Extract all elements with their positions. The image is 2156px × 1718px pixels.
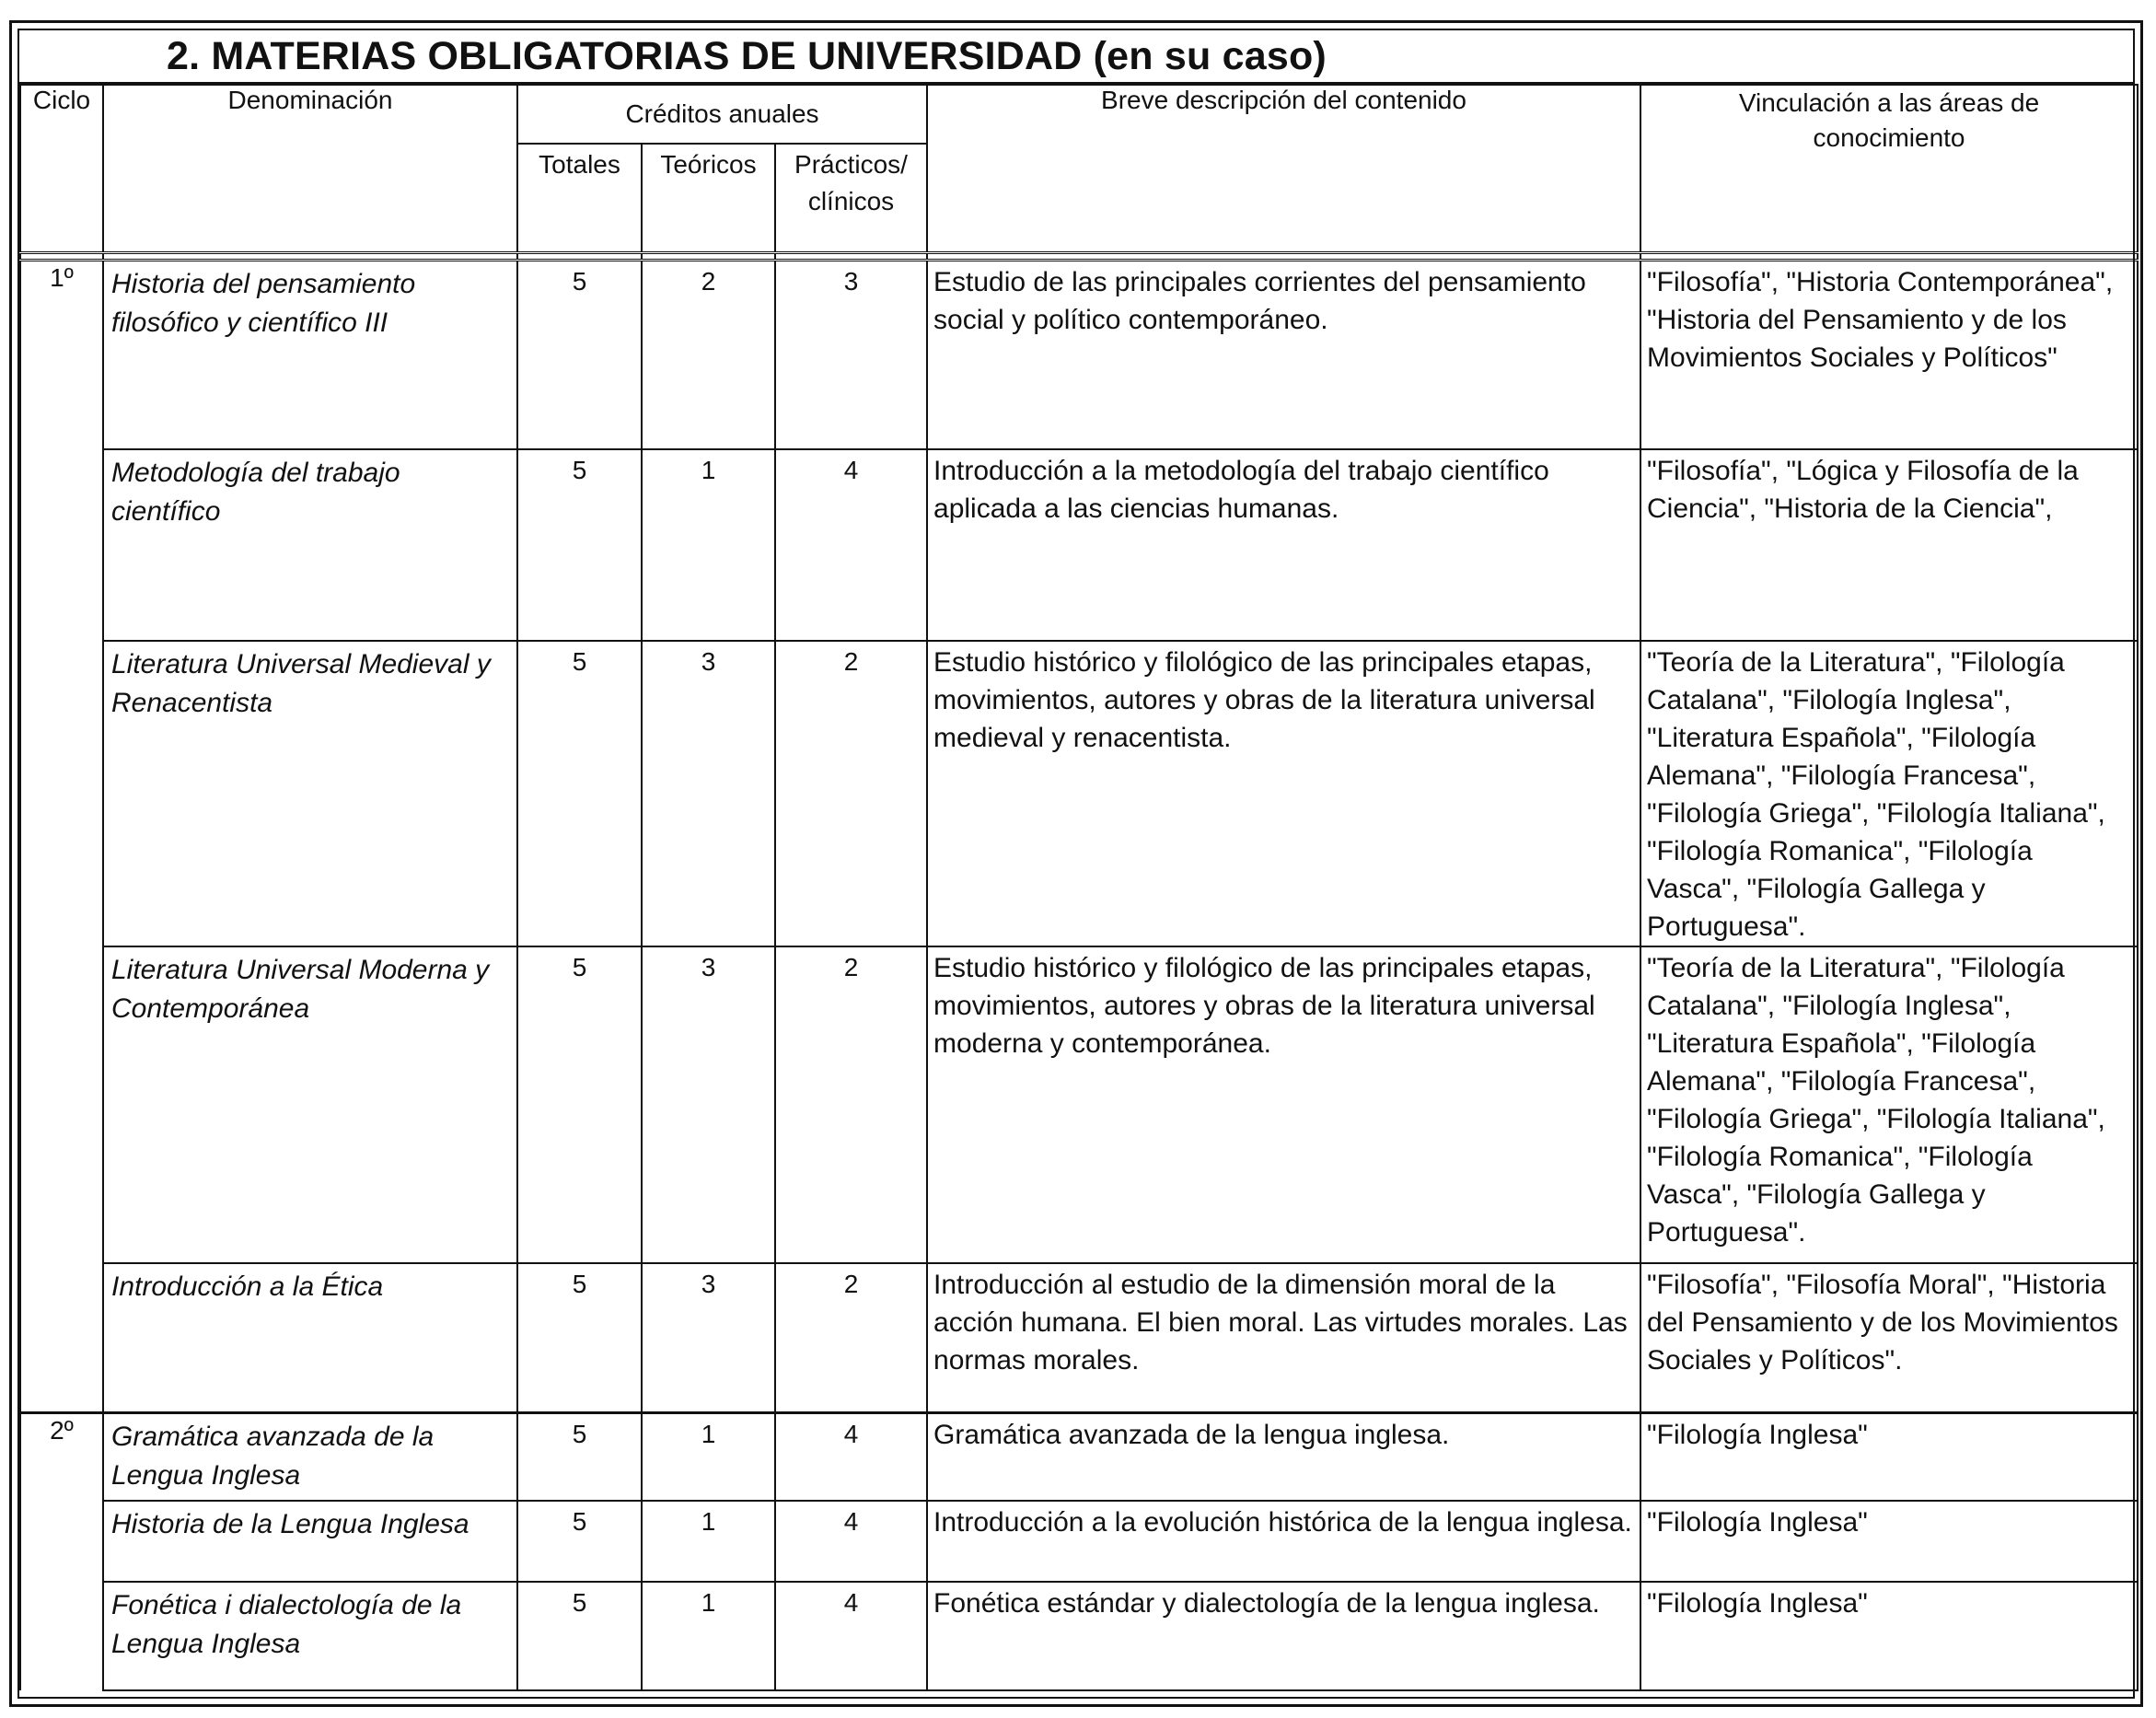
denominacion-cell: Historia del pensamiento filosófico y científico III — [103, 260, 517, 449]
descripcion-cell: Fonética estándar y dialectología de la lengua inglesa. — [927, 1582, 1640, 1690]
teoricos-cell: 3 — [642, 641, 775, 946]
teoricos-cell: 3 — [642, 1263, 775, 1412]
practicos-cell: 2 — [775, 1263, 927, 1412]
denominacion-cell: Fonética i dialectología de la Lengua Inglesa — [103, 1582, 517, 1690]
totales-cell: 5 — [517, 1582, 642, 1690]
descripcion-cell: Estudio histórico y filológico de las principales etapas, movimientos, autores y obras de la literatura universal moderna y contemporánea. — [927, 946, 1640, 1263]
header-descripcion: Breve descripción del contenido — [927, 85, 1640, 252]
vinculacion-cell: "Teoría de la Literatura", "Filología Catalana", "Filología Inglesa", "Literatura Española", "Filología Alemana", "Filología Francesa", "Filología Griega", "Filología Italiana", "Filología Romanica", "Filología Vasca", "Filología Gallega y Portuguesa". — [1640, 641, 2138, 946]
descripcion-cell: Gramática avanzada de la lengua inglesa. — [927, 1412, 1640, 1501]
header-creditos: Créditos anuales — [517, 85, 927, 144]
practicos-cell: 3 — [775, 260, 927, 449]
descripcion-cell: Estudio de las principales corrientes del pensamiento social y político contemporáneo. — [927, 260, 1640, 449]
descripcion-cell: Introducción a la metodología del trabajo científico aplicada a las ciencias humanas. — [927, 449, 1640, 641]
teoricos-cell: 1 — [642, 449, 775, 641]
denominacion-cell: Metodología del trabajo científico — [103, 449, 517, 641]
header-ciclo: Ciclo — [20, 85, 103, 252]
teoricos-cell: 2 — [642, 260, 775, 449]
table-row — [20, 449, 2138, 641]
title-bar — [19, 30, 2133, 84]
subjects-table — [19, 84, 2139, 1691]
denominacion-cell: Historia de la Lengua Inglesa — [103, 1501, 517, 1582]
practicos-cell: 4 — [775, 1582, 927, 1690]
ciclo-cell — [20, 946, 103, 1263]
descripcion-cell: Estudio histórico y filológico de las principales etapas, movimientos, autores y obras de la literatura universal medieval y renacentista. — [927, 641, 1640, 946]
table-row — [20, 260, 2138, 449]
header-vinculacion — [1640, 85, 2138, 252]
header-denominacion: Denominación — [103, 85, 517, 252]
vinculacion-cell: "Filología Inglesa" — [1640, 1501, 2138, 1582]
document-page — [9, 20, 2143, 1707]
totales-cell: 5 — [517, 1263, 642, 1412]
table-row — [20, 1263, 2138, 1412]
teoricos-cell: 1 — [642, 1501, 775, 1582]
teoricos-cell: 1 — [642, 1412, 775, 1501]
header-totales: Totales — [517, 144, 642, 252]
totales-cell: 5 — [517, 1412, 642, 1501]
ciclo-cell — [20, 1582, 103, 1690]
header-practicos-line1: Prácticos/ — [794, 150, 908, 179]
teoricos-cell: 3 — [642, 946, 775, 1263]
header-vinculacion-line2: conocimiento — [1813, 123, 1965, 152]
teoricos-cell: 1 — [642, 1582, 775, 1690]
table-row — [20, 946, 2138, 1263]
totales-cell: 5 — [517, 946, 642, 1263]
vinculacion-cell: "Filosofía", "Filosofía Moral", "Historia del Pensamiento y de los Movimientos Sociales y Políticos". — [1640, 1263, 2138, 1412]
header-practicos-line2: clínicos — [807, 187, 895, 215]
ciclo-cell — [20, 641, 103, 946]
ciclo-cell — [20, 1263, 103, 1412]
ciclo-cell — [20, 449, 103, 641]
vinculacion-cell: "Filología Inglesa" — [1640, 1582, 2138, 1690]
ciclo-cell: 1º — [20, 260, 103, 449]
header-separator — [20, 252, 2138, 260]
descripcion-cell: Introducción a la evolución histórica de la lengua inglesa. — [927, 1501, 1640, 1582]
header-vinculacion-line1: Vinculación a las áreas de — [1738, 88, 2040, 117]
practicos-cell: 2 — [775, 641, 927, 946]
totales-cell: 5 — [517, 449, 642, 641]
table-row — [20, 641, 2138, 946]
practicos-cell: 2 — [775, 946, 927, 1263]
practicos-cell: 4 — [775, 1501, 927, 1582]
descripcion-cell: Introducción al estudio de la dimensión moral de la acción humana. El bien moral. Las virtudes morales. Las normas morales. — [927, 1263, 1640, 1412]
practicos-cell: 4 — [775, 1412, 927, 1501]
page-title: 2. MATERIAS OBLIGATORIAS DE UNIVERSIDAD (en su caso) — [167, 34, 1327, 78]
vinculacion-cell: "Teoría de la Literatura", "Filología Catalana", "Filología Inglesa", "Literatura Española", "Filología Alemana", "Filología Francesa", "Filología Griega", "Filología Italiana", "Filología Romanica", "Filología Vasca", "Filología Gallega y Portuguesa". — [1640, 946, 2138, 1263]
document-frame — [17, 29, 2135, 1699]
totales-cell: 5 — [517, 1501, 642, 1582]
vinculacion-cell: "Filología Inglesa" — [1640, 1412, 2138, 1501]
table-row — [20, 1501, 2138, 1582]
practicos-cell: 4 — [775, 449, 927, 641]
header-practicos — [775, 144, 927, 252]
denominacion-cell: Literatura Universal Moderna y Contemporánea — [103, 946, 517, 1263]
denominacion-cell: Gramática avanzada de la Lengua Inglesa — [103, 1412, 517, 1501]
ciclo-cell: 2º — [20, 1412, 103, 1501]
table-row — [20, 1582, 2138, 1690]
ciclo-cell — [20, 1501, 103, 1582]
denominacion-cell: Literatura Universal Medieval y Renacentista — [103, 641, 517, 946]
totales-cell: 5 — [517, 260, 642, 449]
table-row — [20, 1412, 2138, 1501]
vinculacion-cell: "Filosofía", "Lógica y Filosofía de la Ciencia", "Historia de la Ciencia", — [1640, 449, 2138, 641]
totales-cell: 5 — [517, 641, 642, 946]
vinculacion-cell: "Filosofía", "Historia Contemporánea", "Historia del Pensamiento y de los Movimientos Sociales y Políticos" — [1640, 260, 2138, 449]
denominacion-cell: Introducción a la Ética — [103, 1263, 517, 1412]
header-teoricos: Teóricos — [642, 144, 775, 252]
